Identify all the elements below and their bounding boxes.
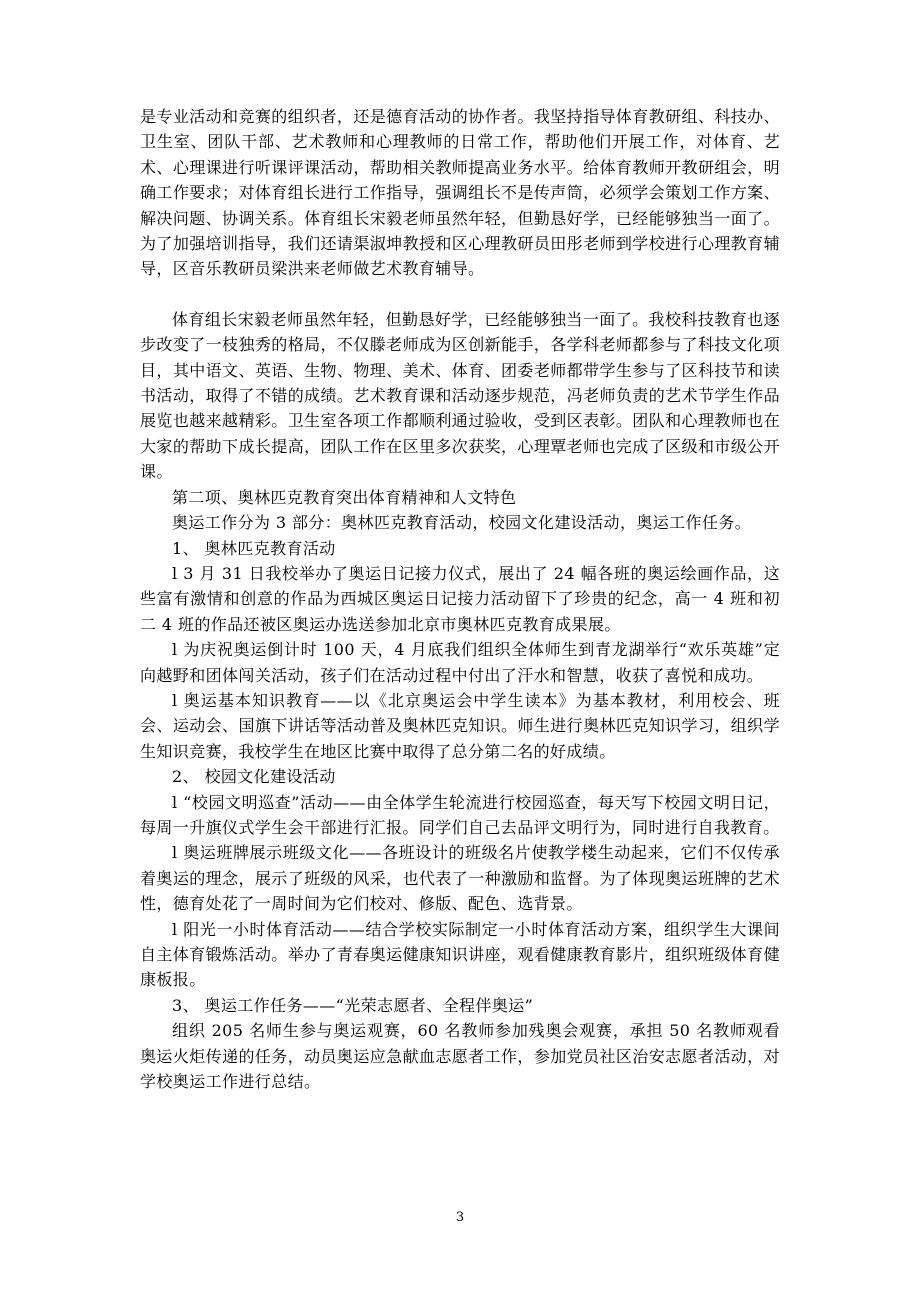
list-item: l “校园文明巡查”活动——由全体学生轮流进行校园巡查，每天写下校园文明日记，每周一升旗仪式学生会干部进行汇报。同学们自己去品评文明行为，同时进行自我教育。 xyxy=(140,792,780,837)
list-item: l 3 月 31 日我校举办了奥运日记接力仪式，展出了 24 幅各班的奥运绘画作品，这些富有激情和创意的作品为西城区奥运日记接力活动留下了珍贵的纪念，高一 4 班和初二 4 班的作品还被区奥运办选送参加北京市奥林匹克教育成果展。 xyxy=(140,563,780,634)
list-item: l 为庆祝奥运倒计时 100 天，4 月底我们组织全体师生到青龙湖举行“欢乐英雄”定向越野和团体闯关活动，孩子们在活动过程中付出了汗水和智慧，收获了喜悦和成功。 xyxy=(140,640,780,685)
paragraph-olympic-tasks: 组织 205 名师生参与奥运观赛，60 名教师参加残奥会观赛，承担 50 名教师观看奥运火炬传递的任务，动员奥运应急献血志愿者工作，参加党员社区治安志愿者活动，对学校奥运工作进行总结。 xyxy=(140,1021,780,1092)
document-body xyxy=(140,104,780,1094)
list-item: l 奥运班牌展示班级文化——各班设计的班级名片使教学楼生动起来，它们不仅传承着奥运的理念，展示了班级的风采，也代表了一种激励和监督。为了体现奥运班牌的艺术性，德育处花了一周时间为它们校对、修版、配色、选背景。 xyxy=(140,843,780,914)
subheading-olympic-education: 1、 奥林匹克教育活动 xyxy=(172,538,336,558)
subheading-campus-culture: 2、 校园文化建设活动 xyxy=(172,767,336,787)
section-heading-olympic: 第二项、奥林匹克教育突出体育精神和人文特色 xyxy=(172,487,517,507)
list-item: l 奥运基本知识教育——以《北京奥运会中学生读本》为基本教材，利用校会、班会、运动会、国旗下讲话等活动普及奥林匹克知识。师生进行奥林匹克知识学习，组织学生知识竞赛，我校学生在地区比赛中取得了总分第二名的好成绩。 xyxy=(140,690,780,761)
paragraph-continuation: 是专业活动和竞赛的组织者，还是德育活动的协作者。我坚持指导体育教研组、科技办、卫生室、团队干部、艺术教师和心理教师的日常工作，帮助他们开展工作，对体育、艺术、心理课进行听课评课活动，帮助相关教师提高业务水平。给体育教师开教研组会，明确工作要求；对体育组长进行工作指导，强调组长不是传声筒，必须学会策划工作方案、解决问题、协调关系。体育组长宋毅老师虽然年轻，但勤恳好学，已经能够独当一面了。为了加强培训指导，我们还请渠淑坤教授和区心理教研员田彤老师到学校进行心理教育辅导，区音乐教研员梁洪来老师做艺术教育辅导。 xyxy=(140,107,780,279)
subheading-olympic-tasks: 3、 奥运工作任务——“光荣志愿者、全程伴奥运” xyxy=(172,995,534,1015)
paragraph-tech-education: 体育组长宋毅老师虽然年轻，但勤恳好学，已经能够独当一面了。我校科技教育也逐步改变了一枝独秀的格局，不仅滕老师成为区创新能手，各学科老师都参与了科技文化项目，其中语文、英语、生物、物理、美术、体育、团委老师都带学生参与了区科技节和读书活动，取得了不错的成绩。艺术教育课和活动逐步规范，冯老师负责的艺术节学生作品展览也越来越精彩。卫生室各项工作都顺利通过验收，受到区表彰。团队和心理教师也在大家的帮助下成长提高，团队工作在区里多次获奖，心理覃老师也完成了区级和市级公开课。 xyxy=(140,309,780,482)
paragraph-olympic-overview: 奥运工作分为 3 部分：奥林匹克教育活动，校园文化建设活动，奥运工作任务。 xyxy=(172,513,752,533)
page-number: 3 xyxy=(455,1210,465,1225)
list-item: l 阳光一小时体育活动——结合学校实际制定一小时体育活动方案，组织学生大课间自主体育锻炼活动。举办了青春奥运健康知识讲座，观看健康教育影片，组织班级体育健康板报。 xyxy=(140,919,780,990)
